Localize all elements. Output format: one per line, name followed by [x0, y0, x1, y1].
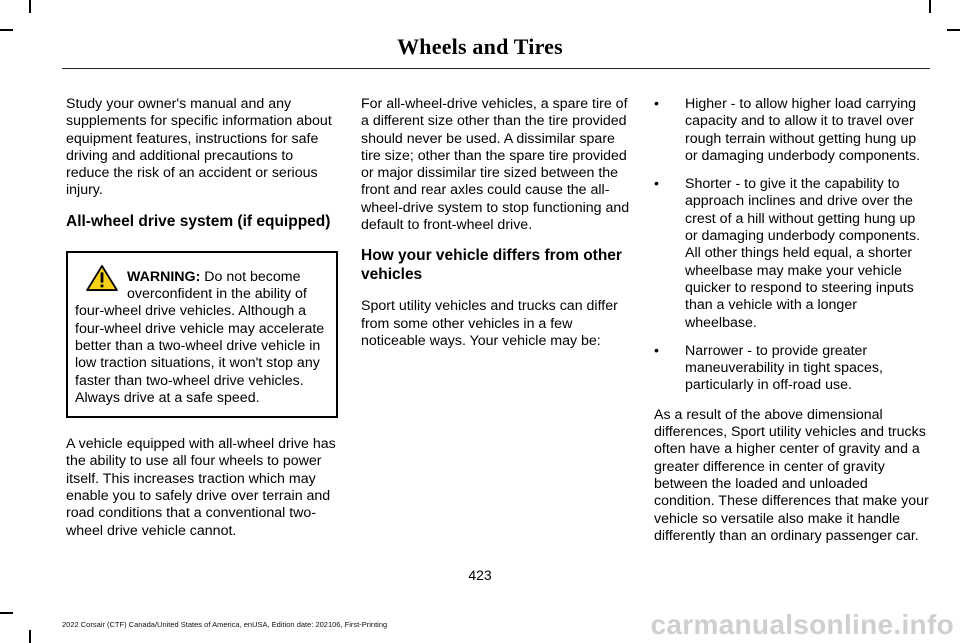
list-item-text: Shorter - to give it the capability to approach inclines and drive over the crest of a hill without getting hung up or damaging underbody components. All other things held equal, a shorter wheelbase may make your vehicle quicker to respond to steering inputs than a vehicle with a longer wheelbase. — [685, 176, 921, 331]
crop-mark-top-right-h — [947, 29, 960, 31]
watermark: carmanualsonline.info — [650, 609, 954, 640]
awd-paragraph: A vehicle equipped with all-wheel drive has the ability to use all four wheels to power itself. This increases traction which may enable you to safely drive over terrain and road conditions that a conventional two-wheel drive vehicle cannot. — [66, 436, 336, 539]
warning-label: WARNING: — [127, 268, 201, 285]
list-item — [654, 96, 930, 165]
header-divider — [62, 68, 930, 69]
differences-list — [654, 96, 930, 395]
section-heading-differs: How your vehicle differs from other vehicles — [361, 247, 622, 284]
warning-text: Do not become overconfident in the ability of four-wheel drive vehicles. Although a four-wheel drive vehicle may accelerate better than a two-wheel drive vehicle in low traction situations, it won't stop any faster than two-wheel drive vehicles. Always drive at a safe speed. — [75, 268, 325, 406]
column-right — [654, 96, 930, 557]
crop-mark-bottom-left-h — [0, 612, 13, 614]
intro-paragraph: Study your owner's manual and any supplements for specific information about equipment features, instructions for safe driving and additional precautions to reduce the risk of an accident or serious injury. — [66, 96, 332, 199]
column-middle — [361, 96, 633, 362]
crop-mark-top-right-v — [929, 0, 931, 13]
warning-triangle-icon — [85, 265, 119, 291]
list-item-text: Narrower - to provide greater maneuverability in tight spaces, particularly in off-road use. — [685, 342, 883, 394]
bullet-glyph: • — [654, 342, 659, 359]
footer-edition-info: 2022 Corsair (CTF) Canada/United States of America, enUSA, Edition date: 202106, First-Printing — [62, 620, 388, 629]
page-number: 423 — [468, 567, 492, 583]
list-item — [654, 176, 930, 332]
bullet-glyph: • — [654, 176, 659, 193]
list-item — [654, 343, 930, 395]
page-header-title: Wheels and Tires — [397, 34, 563, 59]
list-item-text: Higher - to allow higher load carrying capacity and to allow it to travel over rough terrain without getting hung up or damaging underbody components. — [685, 96, 921, 164]
crop-mark-bottom-left-v — [29, 630, 31, 643]
crop-mark-top-left-v — [29, 0, 31, 13]
crop-mark-top-left-h — [0, 29, 13, 31]
differs-paragraph: Sport utility vehicles and trucks can differ from some other vehicles in a few noticeable ways. Your vehicle may be: — [361, 298, 618, 349]
column-left — [66, 96, 338, 552]
section-heading-awd: All-wheel drive system (if equipped) — [66, 212, 331, 230]
spare-tire-paragraph: For all-wheel-drive vehicles, a spare tire of a different size other than the tire provided should never be used. A dissimilar spare tire size; other than the spare tire provided or major dissimilar tire sized between the front and rear axles could cause the all-wheel-drive system to stop functioning and default to front-wheel drive. — [361, 96, 630, 234]
center-of-gravity-paragraph: As a result of the above dimensional differences, Sport utility vehicles and trucks often have a higher center of gravity and a greater difference in center of gravity between the loaded and unloaded condition. These differences that make your vehicle so versatile also make it handle differently than an ordinary passenger car. — [654, 406, 929, 544]
warning-box — [66, 251, 338, 418]
bullet-glyph: • — [654, 96, 659, 112]
